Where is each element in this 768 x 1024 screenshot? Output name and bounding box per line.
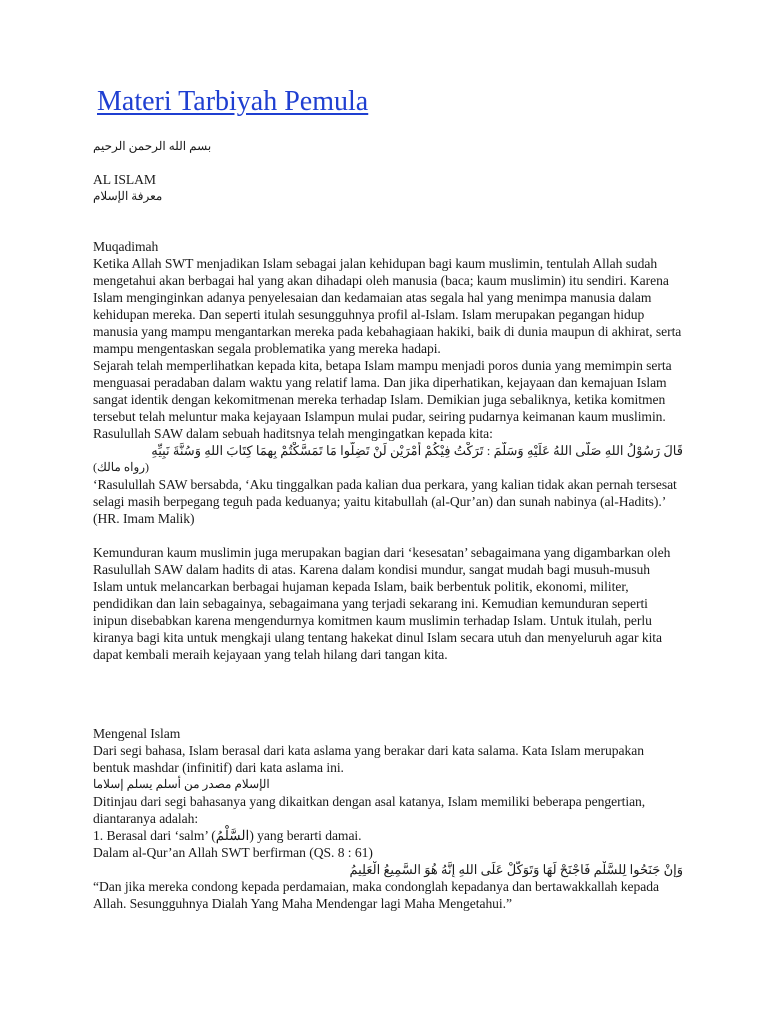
mengenal-arabic-1: الإسلام مصدر من أسلم يسلم إسلاما bbox=[93, 777, 270, 791]
muqadimah-paragraph-3: Kemunduran kaum muslimin juga merupakan bagian dari ‘kesesatan’ sebagaimana yang digambarkan oleh Rasulullah SAW dalam hadits di atas. Karena dalam kondisi mundur, sangat mudah bagi musuh-musuh Islam untuk melancarkan berbagai hujaman kepada Islam, baik berbentuk politik, ekonomi, militer, pendidikan dan lain sebagainya, sebagaimana yang terjadi sekarang ini. Kemudian kemunduran seperti inipun disebabkan karena mengendurnya komitmen kaum muslimin terhadap Islam. Untuk itulah, perlu kiranya bagi kita untuk mengkaji ulang tentang hakekat dinul Islam secara utuh dan menyeluruh agar kita dapat kembali meraih kejayaan yang telah hilang dari tangan kita. bbox=[93, 545, 671, 662]
quran-translation: “Dan jika mereka condong kepada perdamaian, maka condonglah kepadanya dan bertawakkallah kepada Allah. Sesungguhnya Dialah Yang Maha Mendengar lagi Maha Mengetahui.” bbox=[93, 879, 659, 911]
document-title[interactable]: Materi Tarbiyah Pemula bbox=[97, 86, 369, 117]
quran-arabic: وَإِنْ جَنَحُوا لِلسَّلْمِ فَاجْنَحْ لَهَا وَتَوَكَّلْ عَلَى اللهِ إِنَّهُ هُوَ السَّمِيعُ الْعَلِيمُ bbox=[349, 862, 683, 877]
point-1-suffix: ) yang berarti damai. bbox=[249, 828, 362, 843]
basmala-text: بسم الله الرحمن الرحيم bbox=[93, 139, 212, 153]
al-islam-heading-block bbox=[93, 171, 683, 205]
hadith-translation: ‘Rasulullah SAW bersabda, ‘Aku tinggalkan pada kalian dua perkara, yang kalian tidak akan pernah tersesat selagi masih berpegang teguh pada keduanya; yaitu kitabullah (al-Qur’an) dan sunah nabinya (al-Hadits).’ (HR. Imam Malik) bbox=[93, 477, 677, 526]
point-1-arabic: السَّلْمُ bbox=[215, 828, 250, 843]
mengenal-paragraph-2: Ditinjau dari segi bahasanya yang dikaitkan dengan asal katanya, Islam memiliki beberapa pengertian, diantaranya adalah: bbox=[93, 794, 646, 826]
point-1-prefix: 1. Berasal dari ‘salm’ ( bbox=[93, 828, 216, 843]
quran-reference: Dalam al-Qur’an Allah SWT berfirman (QS. 8 : 61) bbox=[93, 845, 373, 860]
muqadimah-paragraph-1: Ketika Allah SWT menjadikan Islam sebagai jalan kehidupan bagi kaum muslimin, tentulah Allah sudah mengetahui akan berbagai hal yang akan dihadapi oleh manusia (baca; kaum muslimin) itu sendiri. Karena Islam menginginkan adanya penyelesaian dan kedamaian atas segala hal yang menimpa manusia dalam kehidupan mereka. Dan seperti itulah sesungguhnya profil al-Islam. Islam merupakan pegangan hidup manusia yang mampu mengantarkan mereka pada kebahagiaan hakiki, baik di dunia maupun di akhirat, serta mampu mengentaskan segala problematika yang mereka hadapi. bbox=[93, 256, 682, 356]
muqadimah-heading: Muqadimah bbox=[93, 239, 159, 254]
hadith-arabic: قَالَ رَسُوْلُ اللهِ صَلَّى اللهُ عَلَيْهِ وَسَلَّمَ : تَرَكْتُ فِيْكُمْ أَمْرَيْنِ لَنْ تَضِلُّوا مَا تَمَسَّكْتُمْ بِهِمَا كِتَابَ اللهِ وَسُنَّةَ نَبِيِّهِ bbox=[151, 443, 683, 458]
al-islam-arabic-heading: معرفة الإسلام bbox=[93, 189, 163, 203]
mengenal-islam-section bbox=[93, 725, 683, 912]
mengenal-islam-heading: Mengenal Islam bbox=[93, 726, 181, 741]
muqadimah-paragraph-2: Sejarah telah memperlihatkan kepada kita, betapa Islam mampu menjadi poros dunia yang memimpin serta menguasai peradaban dalam waktu yang relatif lama. Dan jika diperhatikan, kejayaan dan kemajuan Islam sangat identik dengan kekomitmenan mereka terhadap Islam. Demikian juga sebaliknya, ketika komitmen tersebut telah meluntur maka kejayaan Islampun mulai pudar, seiring pudarnya keimanan kaum muslimin. Rasulullah SAW dalam sebuah haditsnya telah mengingatkan kepada kita: bbox=[93, 358, 672, 441]
mengenal-paragraph-1: Dari segi bahasa, Islam berasal dari kata aslama yang berakar dari kata salama. Kata Islam merupakan bentuk mashdar (infinitif) dari kata aslama ini. bbox=[93, 743, 644, 775]
blank-line bbox=[93, 527, 683, 544]
al-islam-heading: AL ISLAM bbox=[93, 172, 156, 187]
point-1 bbox=[93, 827, 683, 844]
muqadimah-section bbox=[93, 238, 683, 663]
hadith-source-arabic: (رواه مالك) bbox=[93, 460, 150, 474]
